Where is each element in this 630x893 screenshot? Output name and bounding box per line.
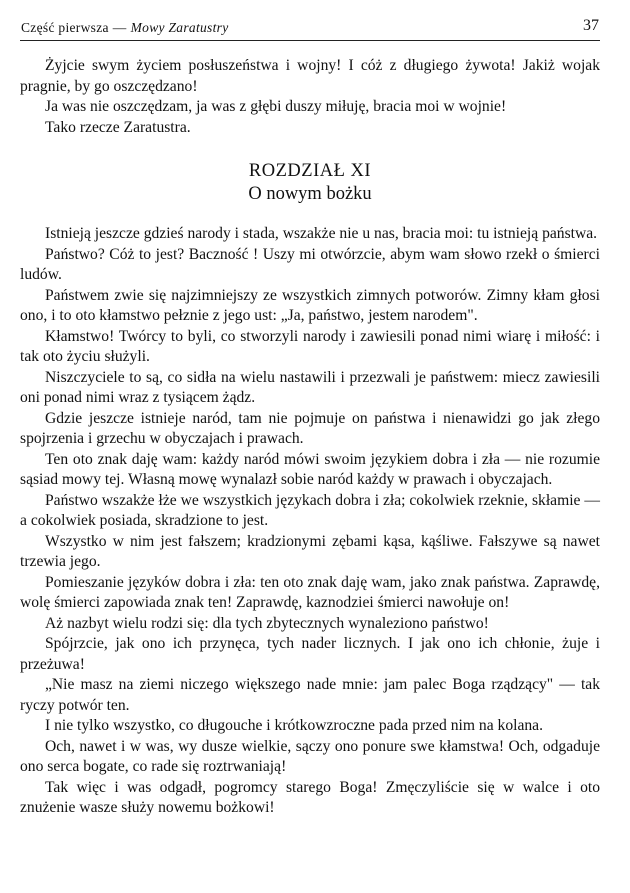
paragraph: Ja was nie oszczędzam, ja was z głębi duszy miłuję, bracia moi w wojnie!: [45, 98, 507, 115]
paragraph: Państwo wszakże łże we wszystkich językach dobra i zła; cokolwiek rzeknie, skłamie — a cokolwiek posiada, skradzione to jest.: [20, 491, 600, 529]
paragraph: Państwem zwie się najzimniejszy ze wszystkich zimnych potworów. Zimny kłam głosi ono, i to oto kłamstwo pełznie z jego ust: „Ja, państwo, jestem narodem".: [20, 286, 600, 324]
paragraph: Gdzie jeszcze istnieje naród, tam nie pojmuje on państwa i nienawidzi go jak złego spojrzenia i grzechu w obyczajach i prawach.: [20, 409, 600, 447]
intro-text: [20, 56, 600, 138]
chapter-heading: [20, 160, 600, 206]
paragraph: Spójrzcie, jak ono ich przynęca, tych nader licznych. I jak ono ich chłonie, żuje i przeżuwa!: [20, 635, 600, 673]
chapter-number: ROZDZIAŁ XI: [248, 161, 372, 181]
chapter-body: [20, 224, 600, 819]
paragraph: Żyjcie swym życiem posłuszeństwa i wojny! I cóż z długiego żywota! Jakiż wojak pragnie, by go oszczędzano!: [20, 57, 600, 95]
paragraph: Och, nawet i w was, wy dusze wielkie, sączy ono ponure swe kłamstwa! Och, odgaduje ono serca bogate, co rade się roztrwaniają!: [20, 737, 600, 775]
book-page: [20, 18, 600, 878]
chapter-title: O nowym bożku: [248, 184, 372, 204]
paragraph: Ten oto znak daję wam: każdy naród mówi swoim językiem dobra i zła — nie rozumie sąsiad mowy tej. Własną mowę wynalazł sobie naród każdy w prawach i obyczajach.: [20, 450, 600, 488]
paragraph: Państwo? Cóż to jest? Baczność ! Uszy mi otwórzcie, abym wam słowo rzekł o śmierci ludów.: [20, 245, 600, 283]
running-head-separator: —: [112, 20, 127, 35]
paragraph: I nie tylko wszystko, co długouche i krótkowzroczne pada przed nim na kolana.: [45, 717, 543, 734]
paragraph: Istnieją jeszcze gdzieś narody i stada, wszakże nie u nas, bracia moi: tu istnieją państwa.: [45, 225, 598, 242]
paragraph: „Nie masz na ziemi niczego większego nade mnie: jam palec Boga rządzący" — tak ryczy potwór ten.: [20, 676, 600, 714]
paragraph: Wszystko w nim jest fałszem; kradzionymi zębami kąsa, kąśliwe. Fałszywe są nawet trzewia jego.: [20, 532, 600, 570]
paragraph: Tak więc i was odgadł, pogromcy starego Boga! Zmęczyliście się w walce i oto znużenie wasze służy nowemu bożkowi!: [20, 778, 600, 816]
running-head-book-title: Mowy Zaratustry: [130, 20, 229, 35]
paragraph: Kłamstwo! Twórcy to byli, co stworzyli narody i zawiesili ponad nimi wiarę i miłość: i tak oto życiu służyli.: [20, 327, 600, 365]
page-header: [20, 18, 600, 41]
running-head: [21, 20, 229, 36]
running-head-part: Część pierwsza: [21, 20, 109, 35]
paragraph: Tako rzecze Zaratustra.: [45, 118, 191, 136]
paragraph: Niszczyciele to są, co sidła na wielu nastawili i przezwali je państwem: miecz zawiesili oni ponad nimi wraz z tysiącem żądz.: [20, 368, 600, 406]
page-number: 37: [583, 17, 599, 34]
paragraph: Aż nazbyt wielu rodzi się: dla tych zbytecznych wynaleziono państwo!: [45, 614, 489, 632]
paragraph: Pomieszanie języków dobra i zła: ten oto znak daję wam, jako znak państwa. Zaprawdę, wolę śmierci zapowiada znak ten! Zaprawdę, kaznodziei śmierci nawołuje on!: [20, 573, 600, 611]
